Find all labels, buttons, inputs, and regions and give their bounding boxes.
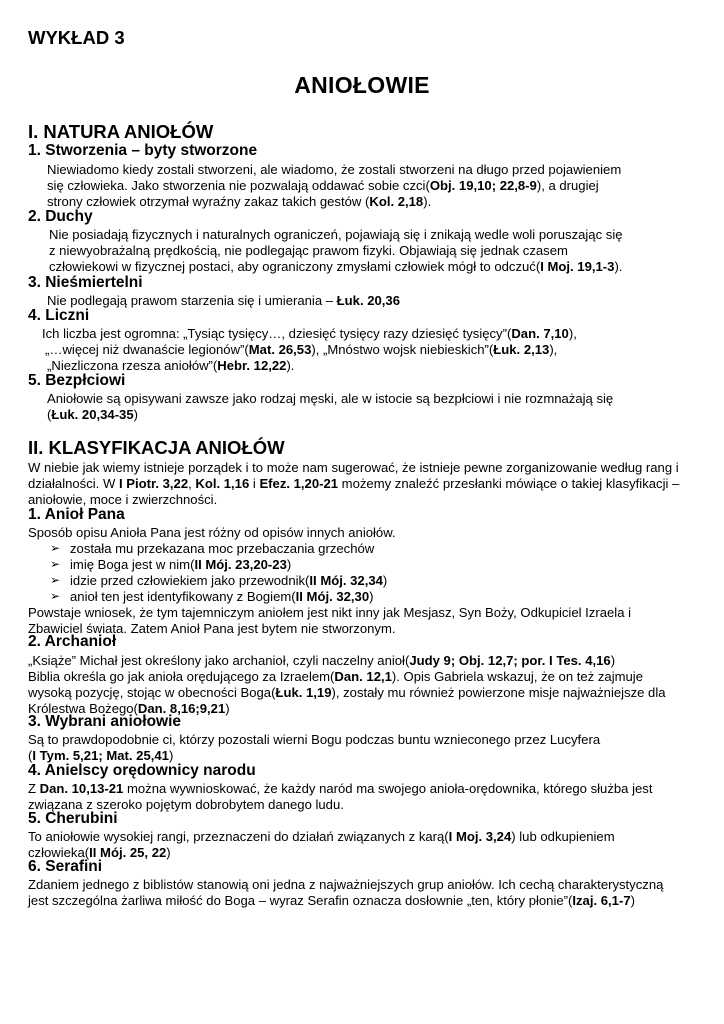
- subheading-cherubim: 5. Cherubini: [28, 810, 118, 827]
- bible-reference: Łuk. 20,34-35: [51, 407, 134, 422]
- subheading-angel-of-lord: 1. Anioł Pana: [28, 506, 125, 523]
- text: ): [630, 893, 635, 908]
- paragraph-line: [47, 193, 431, 210]
- text: Z: [28, 781, 40, 796]
- text: jest szczególna żarliwa miłość do Boga – wyraz Serafin oznacza dosłownie „ten, który płonie”(: [28, 893, 573, 908]
- text: ), zostały mu również powierzone misje najważniejsze dla: [331, 685, 666, 700]
- text: Nie podlegają prawom starzenia się i umierania –: [47, 293, 337, 308]
- text: „…więcej niż dwanaście legionów”(: [45, 342, 249, 357]
- text: ): [166, 845, 171, 860]
- subheading-creations: 1. Stworzenia – byty stworzone: [28, 142, 258, 159]
- paragraph-line: Zdaniem jednego z biblistów stanowią oni jedna z najważniejszych grup aniołów. Ich cechą charakterystyczną: [28, 877, 664, 892]
- bullet-arrow-icon: ➢: [50, 541, 61, 555]
- bullet-text: [70, 556, 291, 573]
- bible-reference: II Mój. 32,30: [295, 589, 370, 604]
- bible-reference: Kol. 2,18: [369, 194, 424, 209]
- paragraph-line: Niewiadomo kiedy zostali stworzeni, ale wiadomo, że zostali stworzeni na długo przed pojawieniem: [47, 162, 622, 177]
- subheading-nation-advocates: 4. Anielscy orędownicy narodu: [28, 762, 256, 779]
- paragraph-line: Sposób opisu Anioła Pana jest różny od opisów innych aniołów.: [28, 525, 396, 540]
- text: ): [168, 748, 174, 763]
- bible-reference: Dan. 7,10: [511, 326, 569, 341]
- bible-reference: Mat. 26,53: [248, 342, 312, 357]
- text: ) lub odkupieniem: [511, 829, 615, 844]
- text: anioł ten jest identyfikowany z Bogiem(: [70, 589, 296, 604]
- bible-reference: I Piotr. 3,22: [118, 476, 189, 491]
- text: „Niezliczona rzesza aniołów”(: [47, 358, 218, 373]
- text: Ich liczba jest ogromna: „Tysiąc tysięcy…, dziesięć tysięcy razy dziesięć tysięcy”(: [42, 326, 512, 341]
- paragraph-line: Powstaje wniosek, że tym tajemniczym aniołem jest nikt inny jak Mesjasz, Syn Boży, Odkupiciel Izraela i: [28, 605, 632, 620]
- text: ). Opis Gabriela wskazuj, że on też zajmuje: [391, 669, 643, 684]
- paragraph-line: z niewyobrażalną prędkością, nie podlegając prawom fizyki. Objawiają się jednak czasem: [49, 243, 568, 258]
- bible-reference: II Mój. 32,34: [309, 573, 383, 588]
- text: ), „Mnóstwo wojsk niebieskich”(: [311, 342, 494, 357]
- text: ).: [614, 259, 623, 274]
- bible-reference: Dan. 12,1: [334, 669, 392, 684]
- bible-reference: Łuk. 20,36: [336, 293, 400, 308]
- text: ,: [188, 476, 196, 491]
- text: się człowieka. Jako stworzenia nie pozwalają oddawać sobie czci(: [47, 178, 430, 193]
- text: „Książe” Michał jest określony jako archanioł, czyli naczelny anioł(: [28, 653, 410, 668]
- text: ): [382, 573, 388, 588]
- section-heading-nature: I. NATURA ANIOŁÓW: [28, 121, 214, 142]
- bullet-arrow-icon: ➢: [50, 573, 61, 587]
- bible-reference: Hebr. 12,22: [217, 358, 287, 373]
- text: człowieka(: [28, 845, 90, 860]
- text: człowiekowi w fizycznej postaci, aby ograniczony zmysłami człowiek mógł to odczuć(: [49, 259, 541, 274]
- paragraph-line: Aniołowie są opisywani zawsze jako rodzaj męski, ale w istocie są bezpłciowi i nie rozmnażają się: [47, 391, 614, 406]
- bible-reference: II Mój. 25, 22: [89, 845, 167, 860]
- subheading-sexless: 5. Bezpłciowi: [28, 372, 126, 389]
- paragraph-line: [28, 892, 635, 909]
- bible-reference: Dan. 10,13-21: [39, 781, 124, 796]
- paragraph-line: Nie posiadają fizycznych i naturalnych ograniczeń, pojawiają się i znikają wedle woli poruszając się: [49, 227, 623, 242]
- text: (: [28, 748, 33, 763]
- section-heading-classification: II. KLASYFIKACJA ANIOŁÓW: [28, 437, 285, 458]
- text: ): [610, 653, 616, 668]
- bullet-text: została mu przekazana moc przebaczania grzechów: [70, 541, 375, 556]
- bible-reference: Dan. 8,16;9,21: [137, 701, 226, 716]
- bible-reference: Judy 9; Obj. 12,7; por. I Tes. 4,16: [409, 653, 611, 668]
- text: Królestwa Bożego(: [28, 701, 138, 716]
- subheading-spirits: 2. Duchy: [28, 208, 93, 225]
- paragraph-line: [47, 292, 400, 309]
- paragraph-line: [49, 258, 622, 275]
- bible-reference: II Mój. 23,20-23: [194, 557, 287, 572]
- bullet-arrow-icon: ➢: [50, 557, 61, 571]
- paragraph-line: [28, 780, 652, 797]
- text: ),: [549, 342, 558, 357]
- paragraph-line: [28, 684, 666, 701]
- page-title: ANIOŁOWIE: [294, 72, 430, 98]
- bible-reference: Efez. 1,20-21: [259, 476, 339, 491]
- text: ): [133, 407, 138, 422]
- bible-reference: I Moj. 3,24: [448, 829, 512, 844]
- text: imię Boga jest w nim(: [70, 557, 195, 572]
- bible-reference: I Tym. 5,21; Mat. 25,41: [32, 748, 169, 763]
- paragraph-line: [47, 177, 599, 194]
- paragraph-line: Zbawiciel świata. Zatem Anioł Pana jest bytem nie stworzonym.: [28, 621, 396, 636]
- bible-reference: I Moj. 19,1-3: [540, 259, 615, 274]
- paragraph-line: Są to prawdopodobnie ci, którzy pozostali wierni Bogu podczas buntu wznieconego przez Lucyfera: [28, 732, 601, 747]
- text: To aniołowie wysokiej rangi, przeznaczeni do działań związanych z karą(: [28, 829, 449, 844]
- text: możemy znaleźć przesłanki mówiące o takiej klasyfikacji –: [338, 476, 680, 491]
- bible-reference: Obj. 19,10; 22,8-9: [429, 178, 537, 193]
- paragraph-line: [28, 652, 615, 669]
- paragraph-line: [42, 325, 577, 342]
- subheading-seraphim: 6. Serafini: [28, 858, 103, 875]
- bible-reference: Izaj. 6,1-7: [572, 893, 631, 908]
- paragraph-line: [28, 668, 643, 685]
- bible-reference: Łuk. 1,19: [275, 685, 332, 700]
- text: strony człowiek otrzymał wyraźny zakaz takich gestów (: [47, 194, 370, 209]
- subheading-numerous: 4. Liczni: [28, 307, 90, 324]
- bullet-text: [70, 572, 387, 589]
- paragraph-line: [47, 406, 138, 423]
- subheading-immortal: 3. Nieśmiertelni: [28, 274, 143, 291]
- text: i: [249, 476, 260, 491]
- text: ),: [568, 326, 577, 341]
- text: ): [286, 557, 292, 572]
- text: Biblia określa go jak anioła orędującego za Izraelem(: [28, 669, 335, 684]
- bible-reference: Kol. 1,16: [195, 476, 250, 491]
- paragraph-line: aniołowie, moce i zwierzchności.: [28, 492, 218, 507]
- text: (: [47, 407, 52, 422]
- paragraph-line: W niebie jak wiemy istnieje porządek i to może nam sugerować, że istnieje pewne zorganizowanie według rang i: [28, 460, 679, 475]
- text: ).: [286, 358, 295, 373]
- text: ): [225, 701, 230, 716]
- paragraph-line: [45, 341, 557, 358]
- paragraph-line: [28, 828, 615, 845]
- text: ).: [423, 194, 432, 209]
- bible-reference: Łuk. 2,13: [493, 342, 550, 357]
- bullet-arrow-icon: ➢: [50, 589, 61, 603]
- subheading-chosen-angels: 3. Wybrani aniołowie: [28, 713, 182, 730]
- text: ): [369, 589, 374, 604]
- bullet-text: [70, 588, 374, 605]
- paragraph-line: związana z szeroko pojętym dobrobytem danego ludu.: [28, 797, 344, 812]
- text: można wywnioskować, że każdy naród ma swojego anioła-orędownika, którego służba jest: [123, 781, 653, 796]
- paragraph-line: [28, 475, 679, 492]
- text: ), a drugiej: [536, 178, 599, 193]
- lecture-label: WYKŁAD 3: [28, 27, 125, 48]
- text: idzie przed człowiekiem jako przewodnik(: [70, 573, 310, 588]
- text: działalności. W: [28, 476, 119, 491]
- subheading-archangel: 2. Archanioł: [28, 633, 117, 650]
- text: wysoką pozycję, stojąc w obecności Boga(: [28, 685, 276, 700]
